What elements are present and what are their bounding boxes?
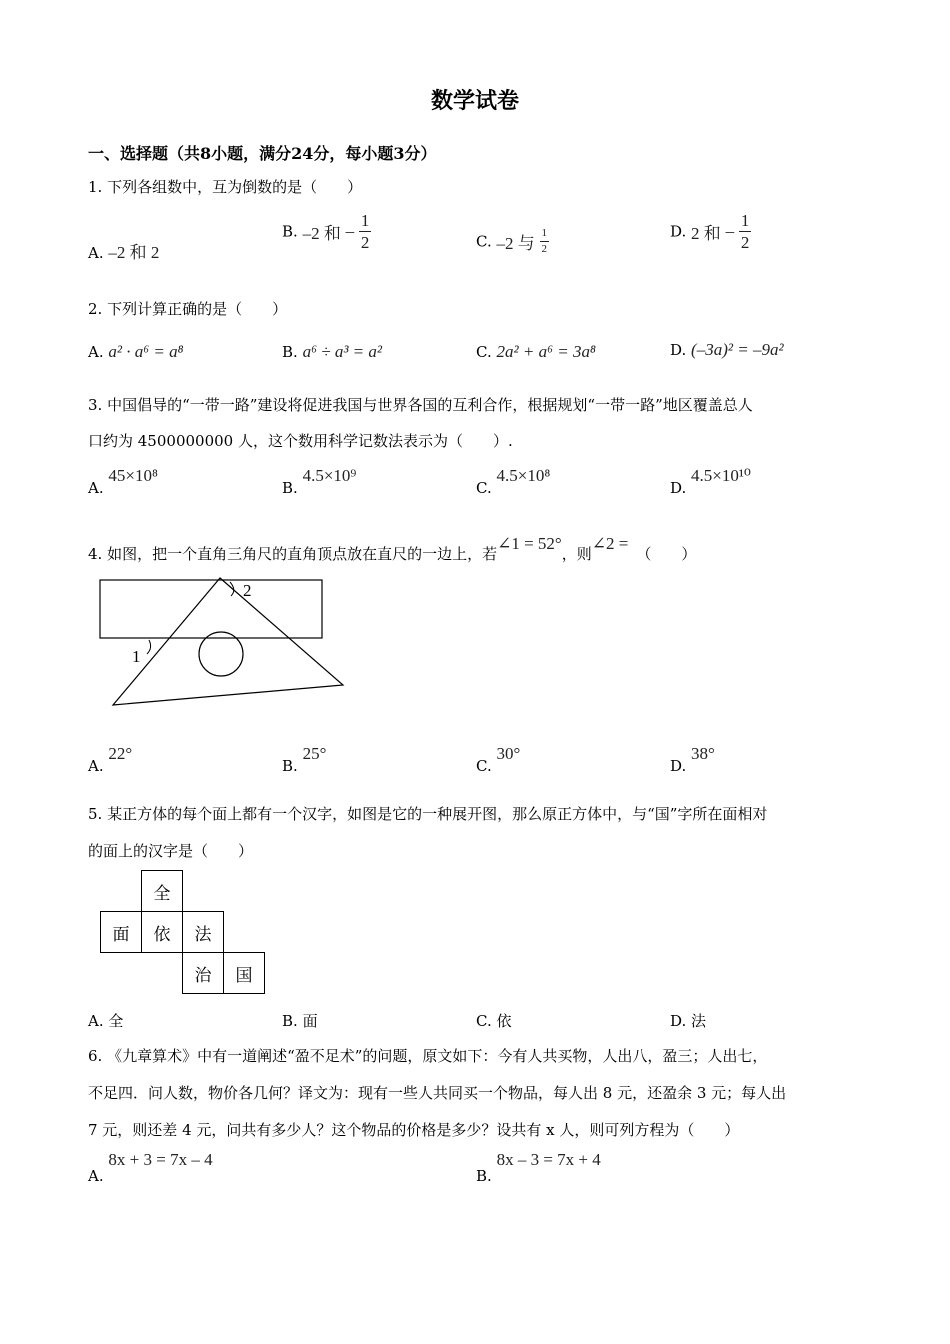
- q5-option-a-text: 全: [108, 1012, 124, 1030]
- q4-option-b[interactable]: [282, 744, 326, 775]
- net-cell-yi: 依: [142, 912, 183, 953]
- q1-option-c-num: 1: [540, 228, 550, 242]
- q4-stem: [88, 534, 696, 564]
- q1-option-b-sign: –: [345, 221, 355, 241]
- q5-option-c-text: 依: [496, 1012, 512, 1030]
- angle1-arc: [147, 640, 151, 654]
- q4-stem-post: （ ）: [636, 545, 697, 563]
- q3-stem-line2: 口约为 4500000000 人，这个数用科学记数法表示为（ ）.: [88, 432, 513, 450]
- net-cell-quan: 全: [142, 871, 183, 912]
- q4-stem-mid: ，则: [561, 545, 592, 563]
- q1-stem: 1. 下列各组数中，互为倒数的是（ ）: [88, 178, 363, 196]
- q2-option-a-text: a² · a⁶ = a⁸: [108, 342, 184, 361]
- q1-option-c-label: C.: [476, 232, 492, 251]
- q4-option-c[interactable]: [476, 744, 520, 775]
- q1-option-d-sign: –: [725, 221, 735, 241]
- q1-option-a[interactable]: [88, 238, 159, 263]
- q2-option-a[interactable]: [88, 342, 184, 362]
- q2-option-b-label: B.: [282, 343, 298, 361]
- q4-option-b-text: 25°: [302, 744, 327, 763]
- q6-stem-line1: 6. 《九章算术》中有一道阐述“盈不足术”的问题，原文如下：今有人共买物，人出八，盈三；人出七，: [88, 1047, 768, 1065]
- q4-option-b-label: B.: [282, 757, 298, 775]
- q5-option-d[interactable]: [670, 1010, 706, 1031]
- cube-net: [100, 870, 265, 994]
- q5-stem-line2: 的面上的汉字是（ ）: [88, 842, 254, 860]
- q1-option-d-num: 1: [740, 211, 750, 230]
- q5-option-c-label: C.: [476, 1012, 492, 1030]
- q6-stem-line2: 不足四．问人数，物价各几何？译文为：现有一些人共同买一个物品，每人出 8 元，还盈余 3 元；每人出: [88, 1084, 787, 1102]
- q5-option-c[interactable]: [476, 1010, 512, 1031]
- q2-option-d[interactable]: [670, 340, 784, 360]
- q4-option-c-label: C.: [476, 757, 492, 775]
- q4-stem-math1: ∠1 = 52°: [497, 534, 562, 553]
- net-empty: [224, 871, 265, 912]
- q2-option-b-text: a⁶ ÷ a³ = a²: [302, 342, 382, 361]
- q1-option-a-text: –2 和 2: [108, 243, 160, 262]
- q5-option-d-label: D.: [670, 1012, 687, 1030]
- fig-label-2: 2: [243, 581, 252, 600]
- q6-option-b-text: 8x – 3 = 7x + 4: [496, 1150, 601, 1169]
- q5-option-b-label: B.: [282, 1012, 298, 1030]
- q1-option-b-pre: –2 和: [302, 224, 341, 243]
- q6-stem-line3: 7 元，则还差 4 元，问共有多少人？这个物品的价格是多少？设共有 x 人，则可列方程为（ ）: [88, 1121, 740, 1139]
- q2-option-d-text: (–3a)² = –9a²: [691, 340, 784, 359]
- q1-option-d-label: D.: [670, 222, 687, 241]
- net-empty: [183, 871, 224, 912]
- q5-option-b-text: 面: [302, 1012, 318, 1030]
- q1-option-a-label: A.: [88, 244, 104, 262]
- q3-option-d-text: 4.5×10¹⁰: [691, 466, 751, 485]
- net-empty: [101, 953, 142, 994]
- q6-option-a[interactable]: [88, 1150, 213, 1185]
- q1-option-c[interactable]: [476, 228, 549, 255]
- q1-option-b[interactable]: [282, 212, 371, 251]
- q5-option-d-text: 法: [691, 1012, 707, 1030]
- net-cell-zhi: 治: [183, 953, 224, 994]
- section-heading: 一、选择题（共8小题，满分24分，每小题3分）: [88, 144, 437, 163]
- page-title: 数学试卷: [430, 88, 519, 114]
- q4-stem-math2: ∠2 =: [591, 534, 629, 553]
- q5-option-a[interactable]: [88, 1010, 123, 1031]
- q3-option-d[interactable]: [670, 466, 751, 497]
- q4-option-c-text: 30°: [496, 744, 521, 763]
- q1-option-c-den: 2: [541, 243, 548, 255]
- q1-option-c-pre: –2 与: [496, 234, 535, 253]
- q4-option-d-text: 38°: [691, 744, 715, 763]
- q1-option-d[interactable]: [670, 212, 751, 251]
- q5-stem-line1: 5. 某正方体的每个面上都有一个汉字，如图是它的一种展开图，那么原正方体中，与“国”字所在面相对: [88, 805, 768, 823]
- q6-option-a-text: 8x + 3 = 7x – 4: [108, 1150, 213, 1169]
- q1-option-b-fraction: [359, 212, 372, 251]
- q2-stem: 2. 下列计算正确的是（ ）: [88, 300, 288, 318]
- q6-option-b[interactable]: [476, 1150, 601, 1185]
- q6-option-b-label: B.: [476, 1167, 492, 1185]
- q5-option-a-label: A.: [88, 1012, 104, 1030]
- q4-option-d[interactable]: [670, 744, 715, 775]
- q4-figure: [95, 572, 355, 712]
- q3-option-a-label: A.: [88, 479, 104, 497]
- q4-option-a-label: A.: [88, 757, 104, 775]
- q3-option-b-label: B.: [282, 479, 298, 497]
- q2-option-d-label: D.: [670, 341, 687, 359]
- net-empty: [101, 871, 142, 912]
- q3-option-a[interactable]: [88, 466, 158, 497]
- q4-option-a[interactable]: [88, 744, 132, 775]
- q6-option-a-label: A.: [88, 1167, 104, 1185]
- net-cell-guo: 国: [224, 953, 265, 994]
- q3-option-c-label: C.: [476, 479, 492, 497]
- q1-option-b-den: 2: [360, 233, 370, 252]
- q1-option-c-fraction: [540, 228, 550, 255]
- q1-option-b-label: B.: [282, 222, 298, 241]
- q1-option-d-pre: 2 和: [691, 224, 721, 243]
- q3-option-b[interactable]: [282, 466, 356, 497]
- q1-option-d-fraction: [739, 212, 752, 251]
- net-empty: [142, 953, 183, 994]
- q2-option-b[interactable]: [282, 342, 382, 362]
- q3-option-b-text: 4.5×10⁹: [302, 466, 357, 485]
- triangle-shape: [113, 578, 343, 705]
- q2-option-a-label: A.: [88, 343, 104, 361]
- q1-option-b-num: 1: [360, 211, 370, 230]
- net-cell-fa: 法: [183, 912, 224, 953]
- q2-option-c-label: C.: [476, 343, 492, 361]
- q3-option-a-text: 45×10⁸: [108, 466, 158, 485]
- q5-option-b[interactable]: [282, 1010, 318, 1031]
- q3-stem-line1: 3. 中国倡导的“一带一路”建设将促进我国与世界各国的互利合作，根据规划“一带一路”地区覆盖总人: [88, 396, 753, 414]
- q4-stem-pre: 4. 如图，把一个直角三角尺的直角顶点放在直尺的一边上，若: [88, 545, 498, 563]
- fig-label-1: 1: [132, 647, 141, 666]
- q1-option-d-den: 2: [740, 233, 750, 252]
- q3-option-c-text: 4.5×10⁸: [496, 466, 551, 485]
- net-cell-mian: 面: [101, 912, 142, 953]
- q3-option-d-label: D.: [670, 479, 687, 497]
- q4-option-a-text: 22°: [108, 744, 133, 763]
- q4-option-d-label: D.: [670, 757, 687, 775]
- q3-option-c[interactable]: [476, 466, 550, 497]
- q2-option-c[interactable]: [476, 342, 596, 362]
- q2-option-c-text: 2a² + a⁶ = 3a⁸: [496, 342, 596, 361]
- net-empty: [224, 912, 265, 953]
